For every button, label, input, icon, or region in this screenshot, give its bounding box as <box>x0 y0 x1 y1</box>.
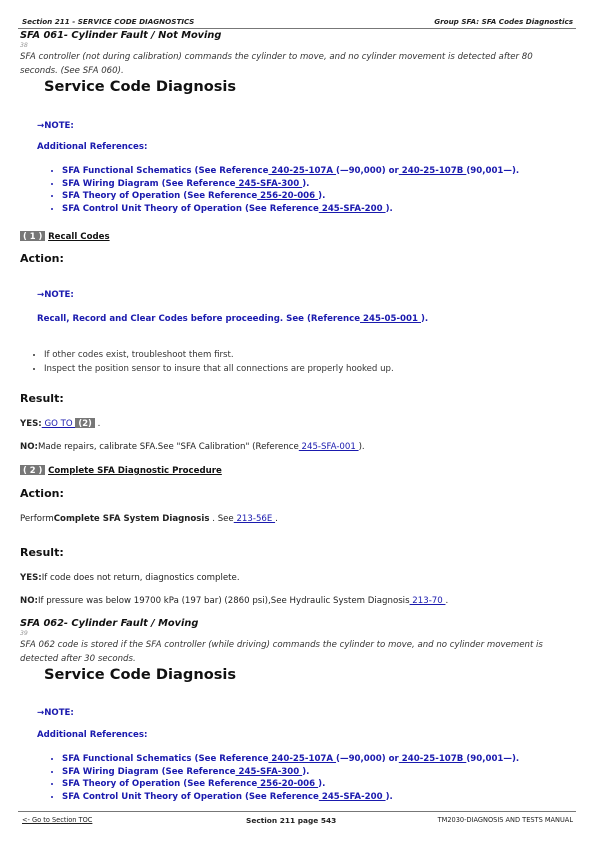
section-description: SFA 062 code is stored if the SFA controller (while driving) commands the cylinder to move, and no cylinder movement is detected after 30 seconds. <box>20 640 543 664</box>
reference-item: • SFA Control Unit Theory of Operation (See Reference 245-SFA-200 ). <box>62 791 519 804</box>
section-number: 39 <box>20 630 28 637</box>
reference-link[interactable]: 213-70 <box>409 596 446 606</box>
result-heading: Result: <box>20 392 64 405</box>
reference-link[interactable]: 245-SFA-300 <box>235 178 303 189</box>
no-result: NO:If pressure was below 19700 kPa (197 bar) (2860 psi),See Hydraulic System Diagnosis 213-70 . <box>20 596 449 606</box>
reference-item: • SFA Theory of Operation (See Reference 256-20-006 ). <box>62 778 519 791</box>
inspection-list <box>28 349 394 376</box>
footer-divider <box>18 811 576 812</box>
reference-link[interactable]: 240-25-107A <box>268 754 337 764</box>
reference-item: • SFA Control Unit Theory of Operation (See Reference 245-SFA-200 ). <box>62 203 519 216</box>
page-indicator: Section 211 page 543 <box>246 816 337 825</box>
yes-result: YES: GO TO (2) . <box>20 418 101 429</box>
reference-link[interactable]: 240-25-107B <box>398 754 467 764</box>
section-title-sfa062: SFA 062- Cylinder Fault / Moving <box>20 618 199 629</box>
go-to-section-toc-link[interactable]: <- Go to Section TOC <box>22 816 93 824</box>
service-code-diagnosis-heading: Service Code Diagnosis <box>44 666 237 683</box>
reference-item: • SFA Wiring Diagram (See Reference 245-SFA-300 ). <box>62 766 519 779</box>
note-label: →NOTE: <box>37 290 74 300</box>
action-heading: Action: <box>20 487 64 500</box>
reference-link[interactable]: 256-20-006 <box>257 191 319 201</box>
action-heading: Action: <box>20 252 64 265</box>
additional-references-label: Additional References: <box>37 142 148 152</box>
header-right: Group SFA: SFA Codes Diagnostics <box>434 17 573 26</box>
step-number-badge: ( 2 ) <box>20 465 45 475</box>
note-label: →NOTE: <box>37 708 74 718</box>
result-heading: Result: <box>20 546 64 559</box>
references-list <box>46 753 519 803</box>
section-title-sfa061: SFA 061- Cylinder Fault / Not Moving <box>20 30 222 41</box>
go-to-step-badge[interactable]: (2) <box>75 418 94 428</box>
step-title: Complete SFA Diagnostic Procedure <box>48 466 222 476</box>
reference-item: • SFA Theory of Operation (See Reference 256-20-006 ). <box>62 190 519 203</box>
list-item: • If other codes exist, troubleshoot them first. <box>44 349 394 363</box>
reference-item: • SFA Wiring Diagram (See Reference 245-SFA-300 ). <box>62 178 519 191</box>
reference-link[interactable]: 256-20-006 <box>257 779 319 789</box>
go-to-link[interactable]: GO TO <box>41 419 76 429</box>
no-result: NO:Made repairs, calibrate SFA.See "SFA Calibration" (Reference 245-SFA-001 ). <box>20 442 365 452</box>
reference-link[interactable]: 240-25-107A <box>268 166 337 176</box>
header-divider <box>18 28 576 29</box>
reference-link[interactable]: 245-SFA-001 <box>298 442 359 452</box>
step-number-badge: ( 1 ) <box>20 231 45 241</box>
yes-result: YES:If code does not return, diagnostics complete. <box>20 573 240 583</box>
step-2-header <box>20 465 222 476</box>
note-label: →NOTE: <box>37 121 74 131</box>
section-number: 38 <box>20 42 28 49</box>
reference-item: • SFA Functional Schematics (See Reference 240-25-107A (—90,000) or 240-25-107B (90,001—). <box>62 165 519 178</box>
reference-link[interactable]: 213-56E <box>233 514 276 524</box>
reference-link[interactable]: 245-SFA-200 <box>318 203 386 214</box>
step-1-header <box>20 231 110 242</box>
step-title: Recall Codes <box>48 232 110 242</box>
perform-instruction: PerformComplete SFA System Diagnosis . See 213-56E . <box>20 514 278 524</box>
additional-references-label: Additional References: <box>37 730 148 740</box>
section-description: SFA controller (not during calibration) commands the cylinder to move, and no cylinder movement is detected after 80 seconds. (See SFA 060). <box>20 52 533 76</box>
references-list <box>46 165 519 215</box>
header-left: Section 211 - SERVICE CODE DIAGNOSTICS <box>22 17 195 26</box>
list-item: • Inspect the position sensor to insure that all connections are properly hooked up. <box>44 363 394 377</box>
service-code-diagnosis-heading: Service Code Diagnosis <box>44 78 237 95</box>
reference-link[interactable]: 245-SFA-200 <box>318 791 386 802</box>
reference-link[interactable]: 240-25-107B <box>398 166 467 176</box>
reference-link[interactable]: 245-SFA-300 <box>235 766 303 777</box>
reference-item: • SFA Functional Schematics (See Reference 240-25-107A (—90,000) or 240-25-107B (90,001—). <box>62 753 519 766</box>
reference-link[interactable]: 245-05-001 <box>360 314 421 324</box>
recall-note-text: Recall, Record and Clear Codes before proceeding. See (Reference 245-05-001 ). <box>37 314 429 324</box>
manual-title: TM2030-DIAGNOSIS AND TESTS MANUAL <box>437 816 573 824</box>
